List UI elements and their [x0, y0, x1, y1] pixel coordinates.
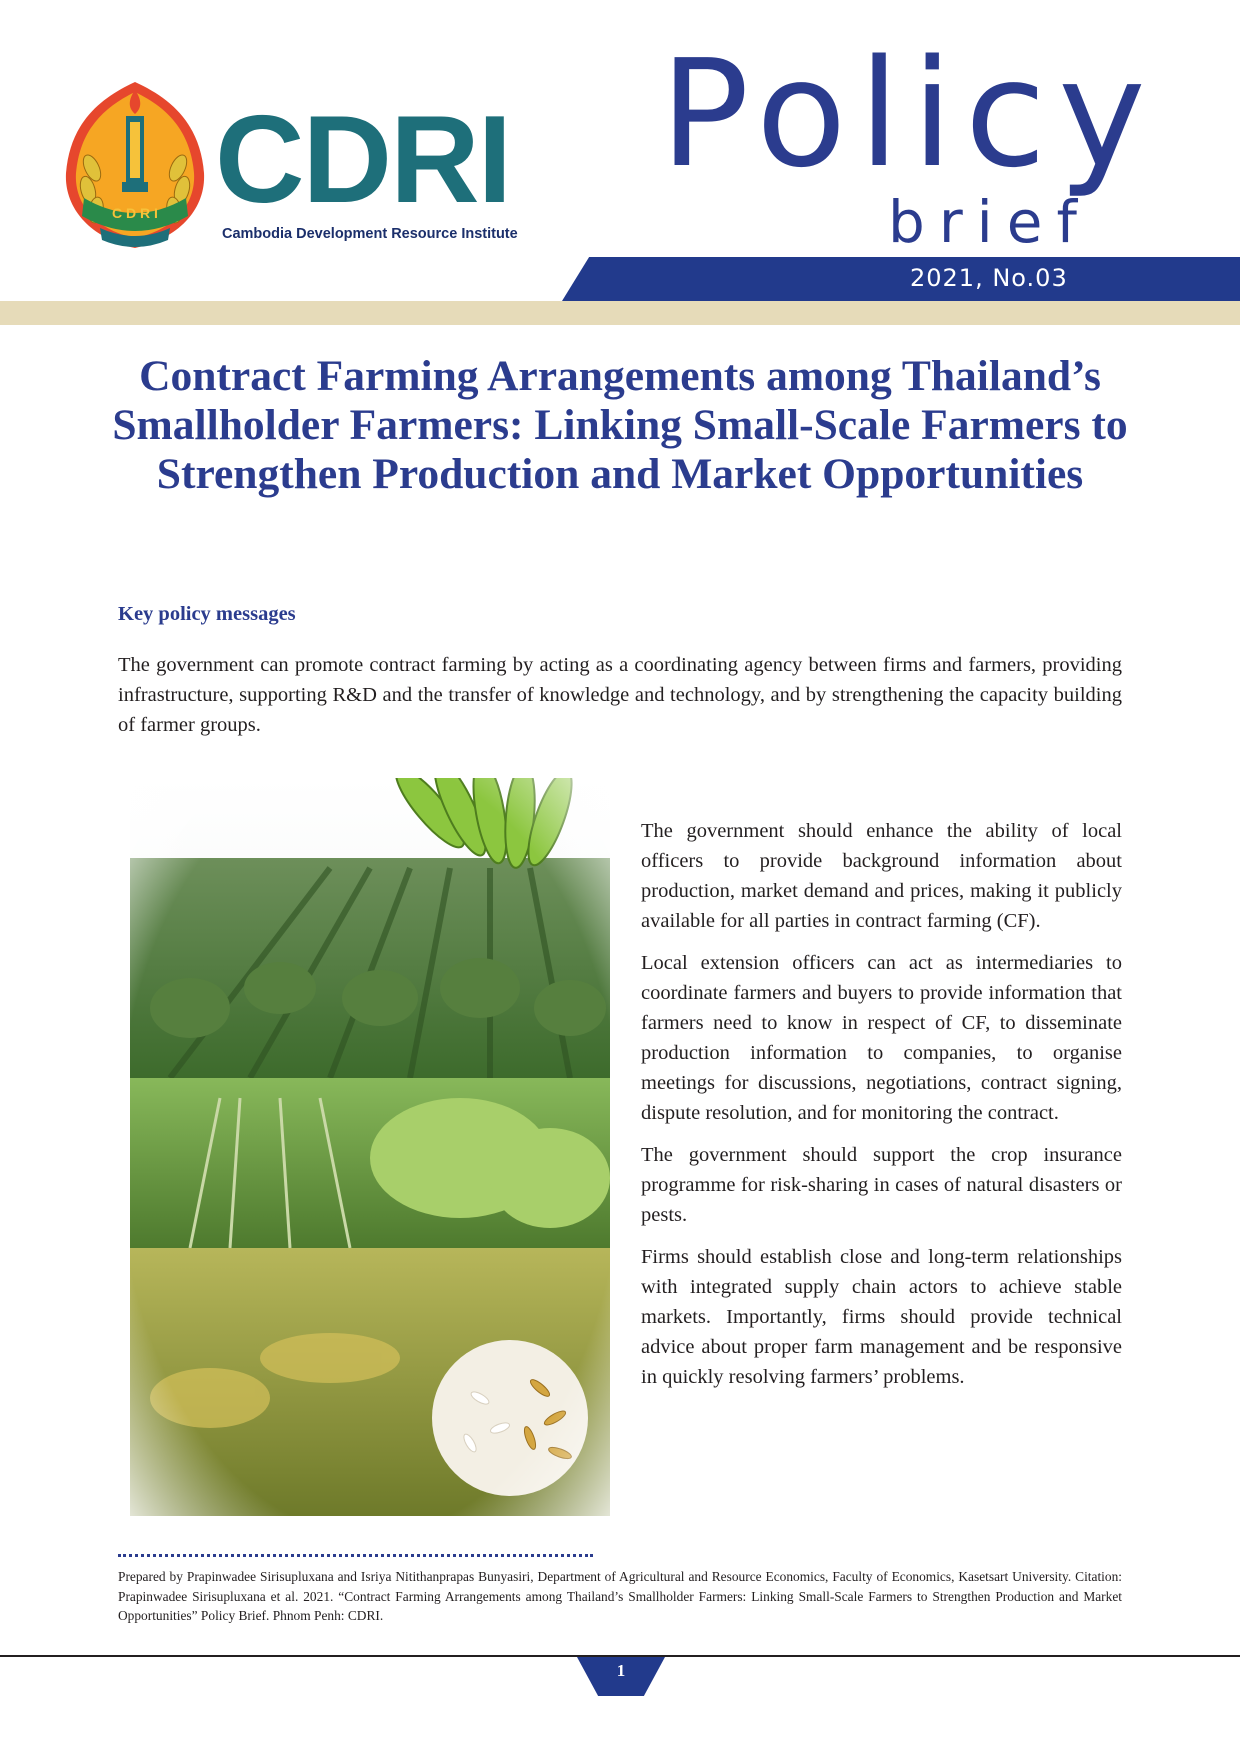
- footnote-citation: Prepared by Prapinwadee Sirisupluxana and Isriya Nitithanprapas Bunyasiri, Department of Agricultural and Resource Economics, Faculty of Economics, Kasetsart University. Citation: Prapinwadee Sirisupluxana et al. 2021. “Contract Farming Arrangements among Thailand’s Smallholder Farmers: Linking Small-Scale Farmers to Strengthen Production and Market Opportunities” Policy Brief. Phnom Penh: CDRI.: [118, 1569, 1122, 1623]
- page-number: 1: [616, 1661, 626, 1680]
- key-message-item: The government should enhance the ability of local officers to provide background information about production, market demand and prices, making it publicly available for all parties in contract farming (CF).: [641, 820, 1122, 932]
- footer-rule: [0, 1655, 1240, 1657]
- key-message-item: Firms should establish close and long-term relationships with integrated supply chain actors to achieve stable markets. Importantly, firms should provide technical advice about proper farm management and be responsive in quickly resolving farmers’ problems.: [641, 1246, 1122, 1388]
- header-tan-band: [0, 301, 1240, 325]
- series-title-policy: Policy: [660, 28, 1158, 200]
- brief-title: Contract Farming Arrangements among Thailand’s Smallholder Farmers: Linking Small-Scale Farmers to Strengthen Production and Market Opportunities: [112, 352, 1128, 498]
- emblem-letters: C D R I: [112, 205, 158, 221]
- key-messages-list: [641, 816, 1122, 1404]
- key-message-intro: The government can promote contract farming by acting as a coordinating agency between firms and farmers, providing infrastructure, supporting R&D and the transfer of knowledge and technology, and by strengthening the capacity building of farmer groups.: [118, 654, 1122, 736]
- key-message-item: Local extension officers can act as intermediaries to coordinate farmers and buyers to provide information that farmers need to know in respect of CF, to disseminate production information to companies, to organise meetings for discussions, negotiations, contract signing, dispute resolution, and for monitoring the contract.: [641, 952, 1122, 1124]
- key-message-item: The government should support the crop insurance programme for risk-sharing in cases of natural disasters or pests.: [641, 1144, 1122, 1226]
- issue-number: 2021, No.03: [910, 264, 1068, 292]
- cdri-emblem-logo: [60, 78, 210, 250]
- cdri-logo-text: CDRI: [215, 91, 511, 229]
- header-blue-band: [562, 257, 1240, 301]
- institute-name: Cambodia Development Resource Institute: [222, 226, 518, 242]
- farming-photo-collage: [130, 778, 610, 1516]
- series-title-brief: brief: [888, 188, 1091, 256]
- key-messages-heading: Key policy messages: [118, 603, 296, 625]
- footnote-divider: [118, 1554, 593, 1557]
